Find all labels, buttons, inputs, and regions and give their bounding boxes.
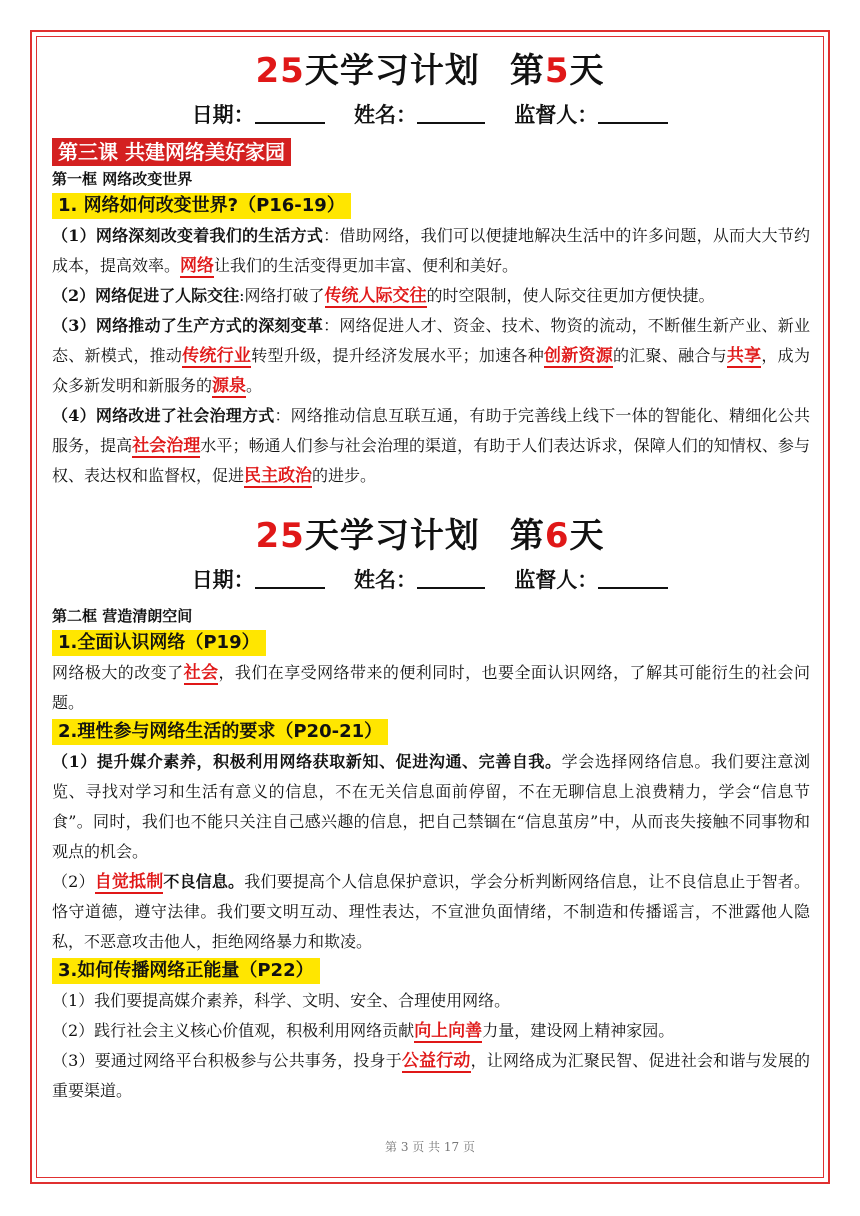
point-lead: 不良信息。 [163, 872, 245, 891]
point-text: ，成为众多新发明和新服务的 [52, 346, 810, 395]
point-text: 的汇聚、融合与 [613, 346, 727, 365]
frame1-title: 第一框 网络改变世界 [52, 170, 193, 188]
point-text: 转型升级，提升经济发展水平；加速各种 [251, 346, 544, 365]
day6-title [50, 509, 810, 563]
keyword: 民主政治 [244, 466, 313, 486]
day6-title-day-prefix: 第 [509, 516, 545, 556]
day6-title-text: 天学习计划 [304, 516, 480, 556]
s3-point-2 [52, 1016, 810, 1046]
keyword: 源泉 [212, 376, 247, 396]
keyword: 传统行业 [182, 346, 252, 366]
day6-meta [50, 563, 810, 597]
supervisor-blank [598, 567, 668, 589]
name-label: 姓名： [354, 568, 417, 592]
point-lead: （2）网络促进了人际交往 [52, 286, 240, 305]
keyword: 向上向善 [414, 1021, 483, 1041]
lesson-banner: 第三课 共建网络美好家园 [52, 138, 291, 166]
point-text: 水平；畅通人们参与社会治理的渠道，有助于人们表达诉求，保障人们的知情权、参与权、表达权和监督权，促进 [52, 436, 810, 485]
s1-text [52, 658, 810, 718]
point-text: ：网络推动信息互联互通，有助于完善线上线下一体的智能化、精细化公共服务，提高 [52, 406, 810, 455]
date-blank [255, 102, 325, 124]
s3-point-1: （1）我们要提高媒介素养，科学、文明、安全、合理使用网络。 [52, 991, 511, 1010]
s2-point-1 [52, 747, 810, 867]
point-text: 力量，建设网上精神家园。 [482, 1021, 675, 1040]
point-text: 我们要提高个人信息保护意识，学会分析判断网络信息，让不良信息止于智者。恪守道德，遵守法律。我们要文明互动、理性表达，不宣泄负面情绪，不制造和传播谣言，不泄露他人隐私，不恶意攻击他人，拒绝网络暴力和欺凌。 [52, 872, 810, 951]
point-lead: （3）网络推动了生产方式的深刻变革 [52, 316, 324, 335]
s3-heading: 3.如何传播网络正能量（P22） [52, 958, 320, 984]
point-text: （3）要通过网络平台积极参与公共事务，投身于 [52, 1051, 402, 1070]
point-text: ，我们在享受网络带来的便利同时，也要全面认识网络，了解其可能衍生的社会问题。 [52, 663, 810, 712]
date-label: 日期： [191, 103, 255, 127]
day6-title-day-suffix: 天 [569, 516, 605, 556]
day5-title-day-prefix: 第 [509, 51, 545, 91]
point-lead: （2） [52, 872, 95, 891]
q1-point-1 [52, 221, 810, 281]
name-label: 姓名： [354, 103, 417, 127]
day5-title [50, 44, 810, 98]
s2-point-2 [52, 867, 810, 957]
s3-point-3 [52, 1046, 810, 1106]
point-text: 让我们的生活变得更加丰富、便利和美好。 [214, 256, 519, 275]
point-text: 网络极大的改变了 [52, 663, 184, 682]
frame2-title: 第二框 营造清朗空间 [52, 607, 193, 625]
point-text: ：借助网络，我们可以便捷地解决生活中的许多问题，从而大大节约成本，提高效率。 [52, 226, 810, 275]
point-lead: （1）提升媒介素养，积极利用网络获取新知、促进沟通、完善自我。 [52, 752, 562, 771]
keyword: 公益行动 [401, 1051, 471, 1071]
document-content [50, 44, 810, 1106]
point-text: 的时空限制，使人际交往更加方便快捷。 [426, 286, 715, 305]
q1-point-3 [52, 311, 810, 401]
keyword: 网络 [180, 256, 215, 276]
day6-title-number: 6 [544, 516, 570, 556]
point-text: :网络打破了 [239, 286, 325, 305]
keyword: 共享 [726, 346, 762, 366]
s2-heading: 2.理性参与网络生活的要求（P20-21） [52, 719, 388, 745]
keyword: 创新资源 [543, 346, 614, 366]
supervisor-label: 监督人： [514, 103, 599, 127]
day5-title-day-suffix: 天 [569, 51, 605, 91]
day6-title-count: 25 [255, 516, 305, 556]
supervisor-label: 监督人： [514, 568, 599, 592]
point-text: 。 [246, 376, 263, 395]
point-text: ：网络促进人才、资金、技术、物资的流动，不断催生新产业、新业态、新模式，推动 [52, 316, 810, 365]
point-text: 的进步。 [312, 466, 377, 485]
point-text: ，让网络成为汇聚民智、促进社会和谐与发展的重要渠道。 [52, 1051, 811, 1100]
point-lead: （1）网络深刻改变着我们的生活方式 [52, 226, 324, 245]
supervisor-blank [598, 102, 668, 124]
keyword: 社会治理 [132, 436, 201, 456]
day5-title-text: 天学习计划 [304, 51, 480, 91]
day5-title-count: 25 [255, 51, 305, 91]
point-text: （2）践行社会主义核心价值观，积极利用网络贡献 [52, 1021, 415, 1040]
keyword: 自觉抵制 [94, 872, 164, 892]
page-number: 第 3 页 共 17 页 [385, 1140, 475, 1154]
keyword: 传统人际交往 [324, 286, 427, 306]
keyword: 社会 [183, 663, 219, 683]
date-label: 日期： [191, 568, 255, 592]
day5-meta [50, 98, 810, 132]
name-blank [417, 102, 485, 124]
s1-heading: 1.全面认识网络（P19） [52, 630, 266, 656]
q1-point-2 [52, 281, 810, 311]
q1-point-4 [52, 401, 810, 491]
date-blank [255, 567, 325, 589]
point-lead: （4）网络改进了社会治理方式 [52, 406, 275, 425]
q1-heading: 1. 网络如何改变世界?（P16-19） [52, 193, 351, 219]
day5-title-number: 5 [544, 51, 570, 91]
name-blank [417, 567, 485, 589]
point-text: 学会选择网络信息。我们要注意浏览、寻找对学习和生活有意义的信息，不在无关信息面前停留，不在无聊信息上浪费精力，学会“信息节食”。同时，我们也不能只关注自己感兴趣的信息，把自己禁锢在“信息茧房”中，从而丧失接触不同事物和观点的机会。 [52, 752, 810, 861]
